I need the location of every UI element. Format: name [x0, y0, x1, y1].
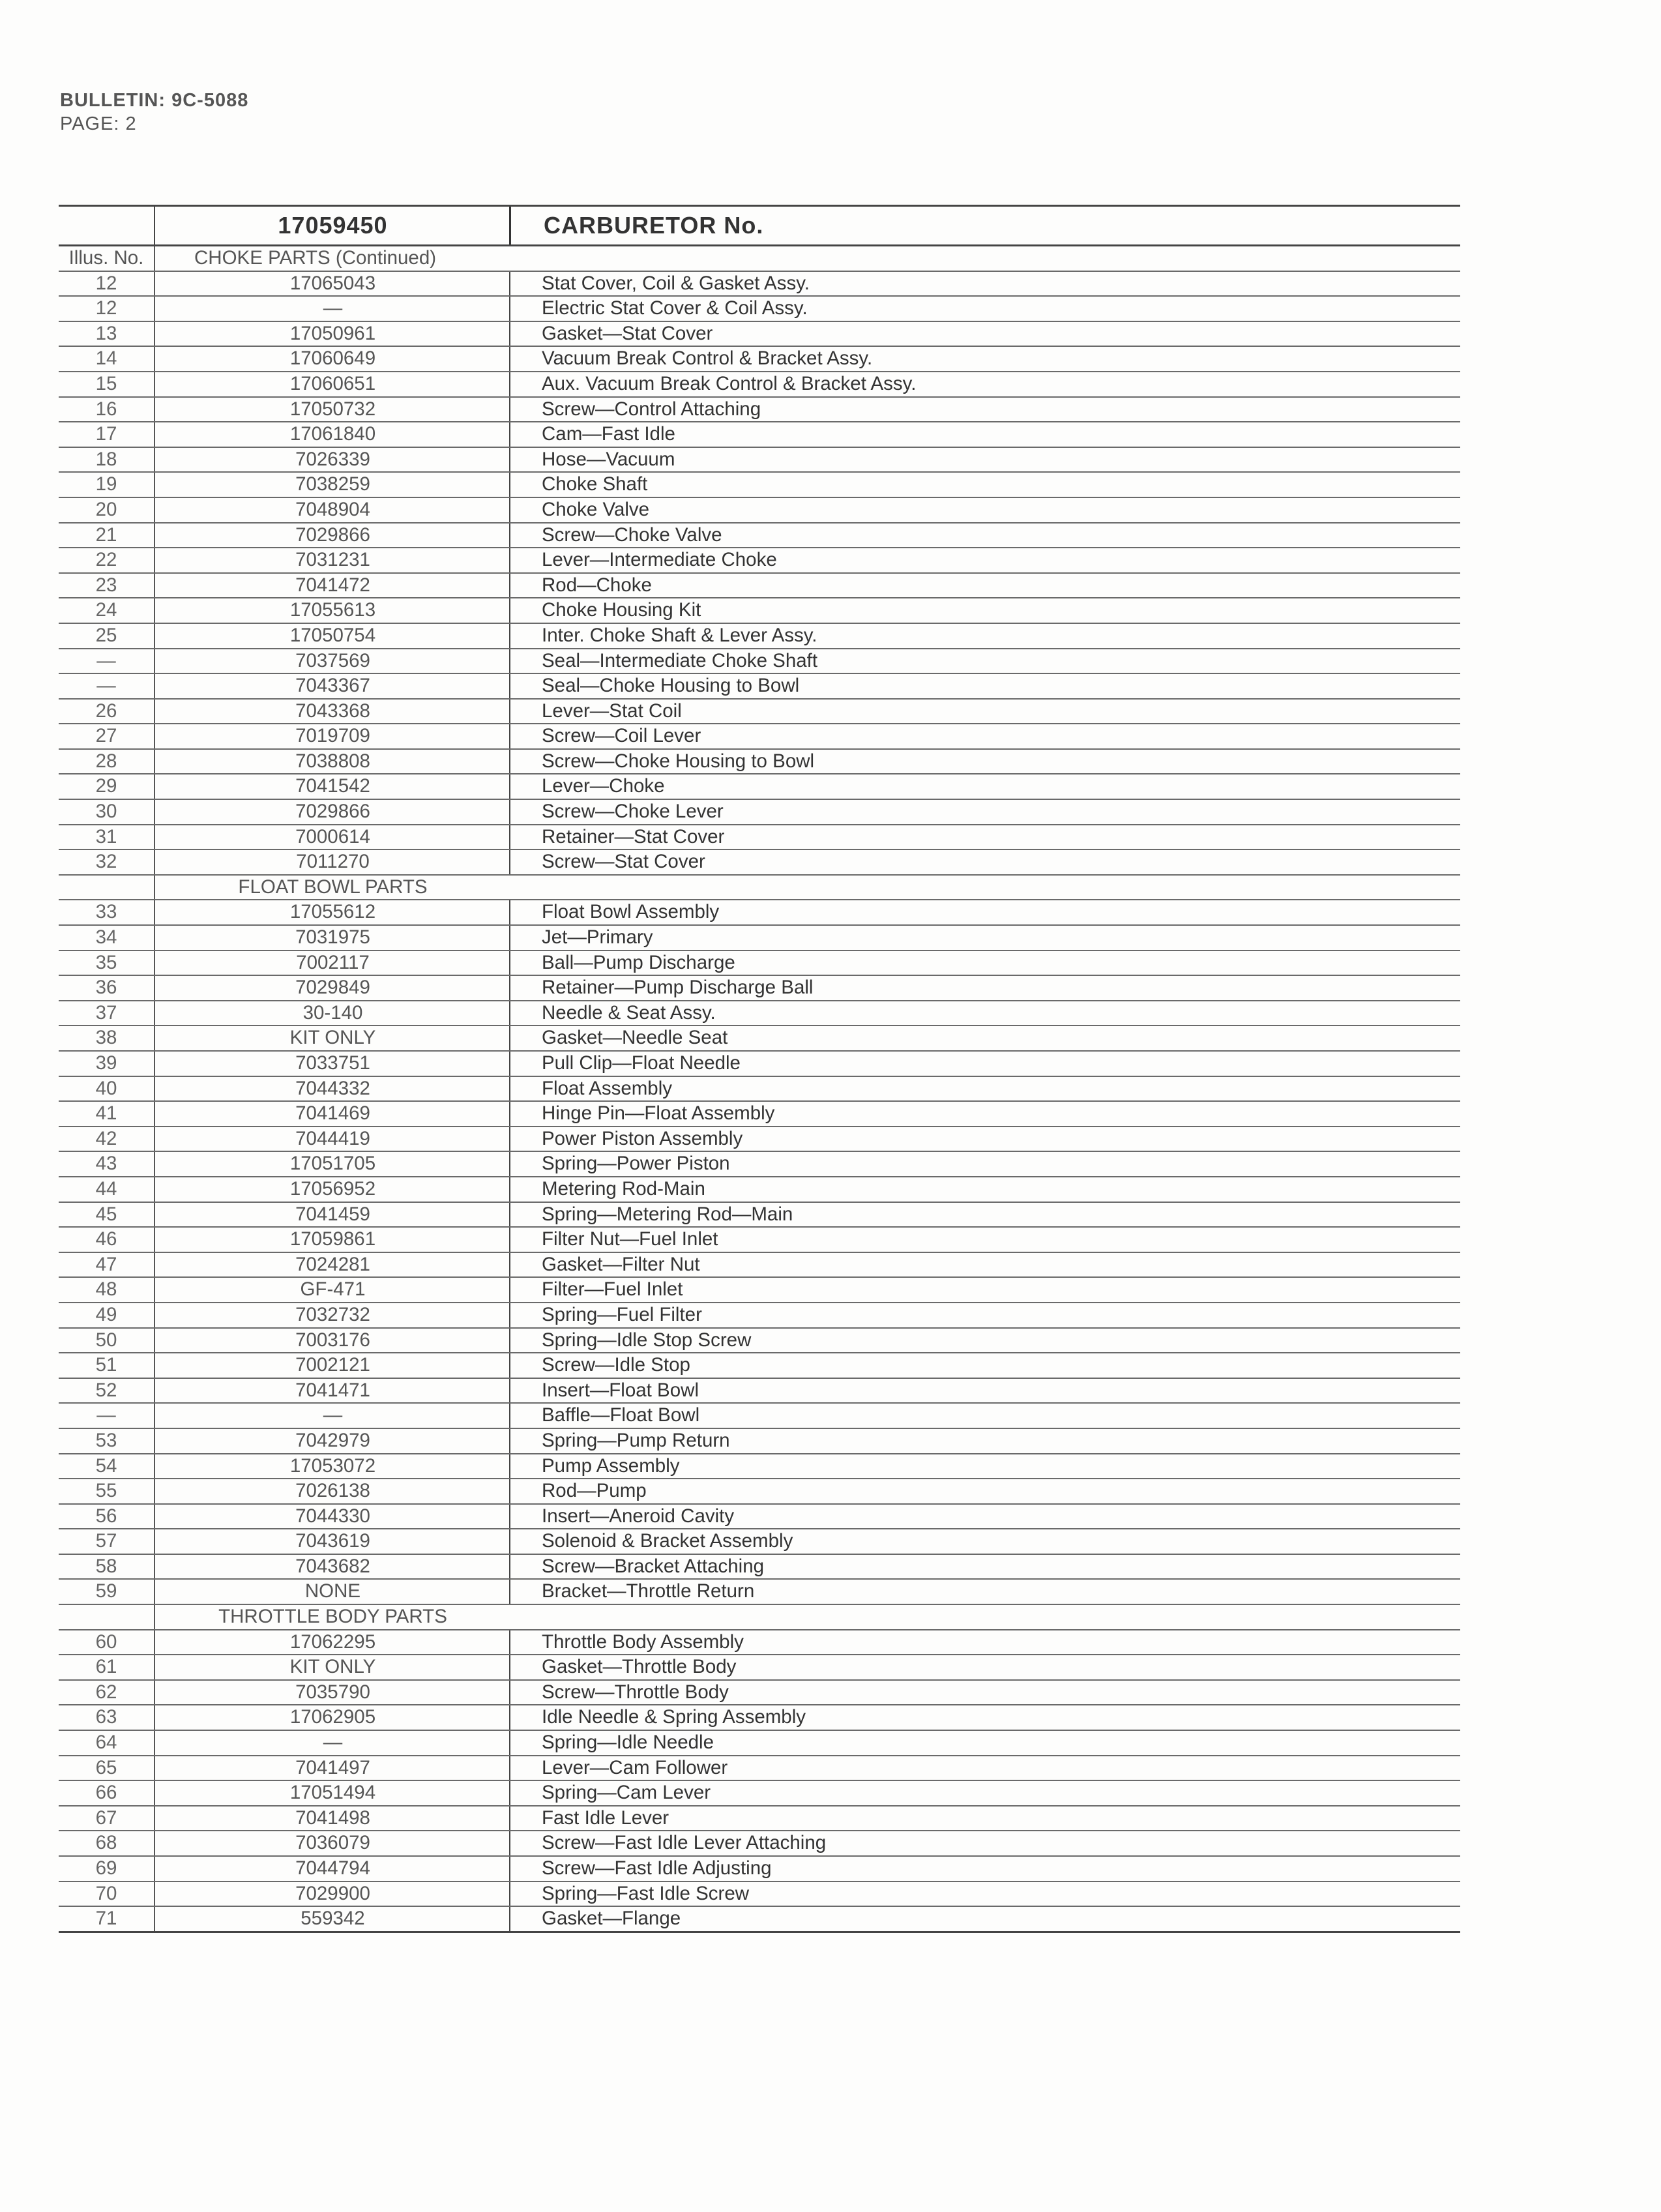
table-row	[59, 850, 1460, 876]
table-row	[59, 1152, 1460, 1177]
table-row	[59, 724, 1460, 750]
illus-number-cell: 49	[95, 1303, 117, 1325]
illus-number-cell: 67	[95, 1806, 117, 1829]
description-cell: Gasket—Flange	[509, 1907, 1460, 1931]
description-cell: Aux. Vacuum Break Control & Bracket Assy.	[509, 372, 1460, 396]
description-cell: Spring—Metering Rod—Main	[509, 1203, 1460, 1227]
part-number-cell: 7002121	[154, 1353, 510, 1378]
page-number: PAGE: 2	[60, 113, 137, 134]
part-number-cell: 7031975	[154, 926, 510, 950]
illus-number-cell: 50	[95, 1329, 117, 1351]
part-number-cell: 7038259	[154, 473, 510, 497]
description-cell: Vacuum Break Control & Bracket Assy.	[509, 347, 1460, 371]
table-row	[59, 1705, 1460, 1731]
part-number-cell: 7044330	[154, 1505, 510, 1529]
table-row	[59, 825, 1460, 851]
description-cell: Seal—Choke Housing to Bowl	[509, 674, 1460, 698]
part-number-cell: 17065043	[154, 272, 510, 296]
description-cell: Spring—Power Piston	[509, 1152, 1460, 1176]
illus-number-cell: 52	[95, 1379, 117, 1401]
illus-number-cell: 55	[95, 1480, 117, 1502]
description-cell: Pump Assembly	[509, 1454, 1460, 1479]
illus-number-cell: 66	[95, 1782, 117, 1804]
description-cell	[509, 246, 1460, 271]
table-row	[59, 598, 1460, 624]
illus-number-cell: 26	[95, 700, 117, 722]
illus-number-cell: 28	[95, 750, 117, 772]
illus-number-cell: 35	[95, 951, 117, 973]
part-number-cell: 7029900	[154, 1882, 510, 1906]
part-number-cell: 7002117	[154, 951, 510, 975]
table-row	[59, 1529, 1460, 1555]
part-number-cell: 7044332	[154, 1077, 510, 1101]
description-cell: Hinge Pin—Float Assembly	[509, 1102, 1460, 1126]
illus-number-cell: 62	[95, 1681, 117, 1703]
description-cell: Gasket—Needle Seat	[509, 1026, 1460, 1050]
part-number-cell: 7003176	[154, 1329, 510, 1353]
description-cell: Bracket—Throttle Return	[509, 1580, 1460, 1604]
part-number-cell: 7044419	[154, 1127, 510, 1151]
table-row	[59, 1329, 1460, 1354]
illus-number-cell: 29	[95, 775, 117, 797]
illus-number-cell: 36	[95, 977, 117, 999]
illus-number-cell: 13	[95, 322, 117, 344]
table-row	[59, 700, 1460, 725]
part-number-cell: 7041498	[154, 1806, 510, 1831]
illus-number-cell: 16	[95, 398, 117, 420]
description-cell: Spring—Fuel Filter	[509, 1303, 1460, 1327]
illus-number-cell: 43	[95, 1153, 117, 1175]
part-number-cell: 7029866	[154, 800, 510, 824]
illus-number-cell: 45	[95, 1203, 117, 1225]
part-number-cell: 7041471	[154, 1379, 510, 1403]
table-row	[59, 1253, 1460, 1278]
part-number-cell: 7024281	[154, 1253, 510, 1277]
table-row	[59, 548, 1460, 574]
illus-number-cell: 20	[95, 498, 117, 520]
illus-number-cell: 44	[95, 1177, 117, 1200]
description-cell	[509, 1605, 1460, 1629]
illus-number-cell: 39	[95, 1052, 117, 1074]
description-cell: Screw—Choke Housing to Bowl	[509, 750, 1460, 774]
illus-number-cell: 58	[95, 1555, 117, 1577]
table-row	[59, 1052, 1460, 1077]
table-row	[59, 1882, 1460, 1908]
table-row	[59, 473, 1460, 498]
illus-number-cell: 46	[95, 1228, 117, 1250]
description-cell: Lever—Stat Coil	[509, 700, 1460, 724]
illus-number-cell: 14	[95, 347, 117, 370]
table-row	[59, 1731, 1460, 1756]
description-cell: Gasket—Filter Nut	[509, 1253, 1460, 1277]
illus-number-cell: 21	[95, 524, 117, 546]
illus-number-cell: 57	[95, 1530, 117, 1552]
illus-number-cell: 22	[95, 549, 117, 571]
part-number-cell: 7026339	[154, 448, 510, 472]
description-cell: Screw—Fast Idle Lever Attaching	[509, 1831, 1460, 1855]
illus-number-cell: 48	[95, 1278, 117, 1301]
description-cell: Electric Stat Cover & Coil Assy.	[509, 297, 1460, 321]
part-number-cell: 17050754	[154, 624, 510, 648]
illus-number-cell: 37	[95, 1001, 117, 1024]
description-cell: Idle Needle & Spring Assembly	[509, 1705, 1460, 1730]
description-cell: Filter Nut—Fuel Inlet	[509, 1228, 1460, 1252]
illus-number-cell: 31	[95, 825, 117, 848]
table-row	[59, 750, 1460, 775]
illus-number-cell: 24	[95, 599, 117, 621]
table-row	[59, 1077, 1460, 1102]
description-cell: Float Bowl Assembly	[509, 900, 1460, 924]
part-number-cell: 7043367	[154, 674, 510, 698]
part-number-cell: 7043682	[154, 1555, 510, 1579]
table-row	[59, 1831, 1460, 1857]
illus-number-cell: 18	[95, 448, 117, 470]
part-number-cell: 7043619	[154, 1529, 510, 1554]
illus-number-cell: 30	[95, 801, 117, 823]
description-cell: Ball—Pump Discharge	[509, 951, 1460, 975]
table-row	[59, 1177, 1460, 1203]
table-row	[59, 1479, 1460, 1505]
table-row	[59, 1228, 1460, 1253]
illus-number-cell: 70	[95, 1882, 117, 1904]
description-cell: Spring—Cam Lever	[509, 1781, 1460, 1805]
part-number-cell: 17055612	[154, 900, 510, 924]
description-cell: Spring—Idle Stop Screw	[509, 1329, 1460, 1353]
description-cell: Stat Cover, Coil & Gasket Assy.	[509, 272, 1460, 296]
bulletin-number: BULLETIN: 9C-5088	[60, 90, 249, 111]
part-number-cell: 17061840	[154, 422, 510, 447]
illus-number-cell: 65	[95, 1756, 117, 1778]
description-cell: Spring—Idle Needle	[509, 1731, 1460, 1755]
description-cell: Insert—Float Bowl	[509, 1379, 1460, 1403]
illus-number-cell: 51	[95, 1354, 117, 1376]
table-row	[59, 1454, 1460, 1480]
part-number-cell: 7042979	[154, 1429, 510, 1453]
illus-number-cell: 27	[95, 725, 117, 747]
part-number-cell: 17060651	[154, 372, 510, 396]
illus-number-cell: —	[96, 1404, 116, 1426]
description-cell: Screw—Bracket Attaching	[509, 1555, 1460, 1579]
part-number-cell: 17051494	[154, 1781, 510, 1805]
illus-number-cell: Illus. No.	[68, 247, 144, 269]
table-row	[59, 524, 1460, 549]
part-number-cell: 7026138	[154, 1479, 510, 1503]
part-number-cell: 7029849	[154, 976, 510, 1000]
table-title: CARBURETOR No.	[509, 207, 1460, 244]
table-row	[59, 649, 1460, 675]
table-row	[59, 1379, 1460, 1404]
description-cell: Baffle—Float Bowl	[509, 1404, 1460, 1428]
description-cell: Filter—Fuel Inlet	[509, 1278, 1460, 1302]
illus-number-cell	[59, 876, 154, 900]
part-number-cell: 7000614	[154, 825, 510, 849]
illus-number-cell: 69	[95, 1857, 117, 1879]
table-body	[59, 246, 1460, 1933]
table-row	[59, 1001, 1460, 1027]
description-cell: Fast Idle Lever	[509, 1806, 1460, 1831]
description-cell: Pull Clip—Float Needle	[509, 1052, 1460, 1076]
description-cell	[509, 876, 1460, 900]
illus-number-cell: 54	[95, 1454, 117, 1477]
part-number-cell: 17053072	[154, 1454, 510, 1479]
description-cell: Choke Valve	[509, 498, 1460, 522]
description-cell: Lever—Intermediate Choke	[509, 548, 1460, 572]
illus-number-cell: 17	[95, 423, 117, 445]
table-row	[59, 1026, 1460, 1052]
illus-number-cell: 42	[95, 1127, 117, 1149]
description-cell: Screw—Coil Lever	[509, 724, 1460, 748]
description-cell: Screw—Choke Valve	[509, 524, 1460, 548]
table-row	[59, 1404, 1460, 1429]
illus-number-cell: 56	[95, 1505, 117, 1527]
description-cell: Throttle Body Assembly	[509, 1630, 1460, 1655]
description-cell: Screw—Control Attaching	[509, 398, 1460, 422]
description-cell: Screw—Choke Lever	[509, 800, 1460, 824]
table-row	[59, 951, 1460, 977]
table-row	[59, 1806, 1460, 1832]
illus-number-cell: 47	[95, 1253, 117, 1275]
table-row	[59, 674, 1460, 700]
part-number-cell: 7032732	[154, 1303, 510, 1327]
part-number-cell: 7019709	[154, 724, 510, 748]
part-number-cell: 7011270	[154, 850, 510, 874]
part-number-cell: FLOAT BOWL PARTS	[154, 876, 510, 900]
part-number-cell: 17051705	[154, 1152, 510, 1176]
part-number-cell: 7031231	[154, 548, 510, 572]
description-cell: Spring—Fast Idle Screw	[509, 1882, 1460, 1906]
illus-number-cell: 38	[95, 1027, 117, 1049]
part-number-cell: 30-140	[154, 1001, 510, 1025]
table-row	[59, 372, 1460, 398]
table-row	[59, 574, 1460, 599]
part-number-cell: 17050732	[154, 398, 510, 422]
part-number-cell: 7041497	[154, 1756, 510, 1780]
table-row	[59, 272, 1460, 297]
table-row	[59, 1907, 1460, 1933]
illus-number-cell: 12	[95, 272, 117, 294]
illus-number-cell: 60	[95, 1630, 117, 1653]
illus-number-cell: 25	[95, 624, 117, 646]
illus-number-cell: 53	[95, 1429, 117, 1451]
section-header-row	[59, 876, 1460, 901]
part-number-cell: 7041459	[154, 1203, 510, 1227]
table-row	[59, 1580, 1460, 1605]
part-number-cell: —	[154, 297, 510, 321]
table-row	[59, 926, 1460, 951]
table-row	[59, 1102, 1460, 1127]
table-row	[59, 1781, 1460, 1806]
description-cell: Choke Shaft	[509, 473, 1460, 497]
description-cell: Retainer—Stat Cover	[509, 825, 1460, 849]
part-number-cell: THROTTLE BODY PARTS	[154, 1605, 510, 1629]
part-number-cell: KIT ONLY	[154, 1026, 510, 1050]
description-cell: Power Piston Assembly	[509, 1127, 1460, 1151]
part-number-cell: 7036079	[154, 1831, 510, 1855]
table-row	[59, 1630, 1460, 1656]
table-row	[59, 297, 1460, 322]
description-cell: Gasket—Throttle Body	[509, 1655, 1460, 1679]
description-cell: Choke Housing Kit	[509, 598, 1460, 623]
table-row	[59, 774, 1460, 800]
part-number-cell: 7041469	[154, 1102, 510, 1126]
part-number-cell: 7041472	[154, 574, 510, 598]
table-row	[59, 1203, 1460, 1228]
illus-number-cell: —	[96, 649, 116, 671]
table-row	[59, 1857, 1460, 1882]
table-row	[59, 624, 1460, 649]
part-number-cell: 17055613	[154, 598, 510, 623]
part-number-cell: 7043368	[154, 700, 510, 724]
description-cell: Seal—Intermediate Choke Shaft	[509, 649, 1460, 673]
table-row	[59, 1681, 1460, 1706]
part-number-cell: —	[154, 1731, 510, 1755]
part-number-cell: CHOKE PARTS (Continued)	[154, 246, 550, 271]
section-header-row	[59, 1605, 1460, 1630]
illus-number-cell: —	[96, 675, 116, 697]
part-number-cell: NONE	[154, 1580, 510, 1604]
part-number-cell: 17059861	[154, 1228, 510, 1252]
table-row	[59, 498, 1460, 524]
table-row	[59, 800, 1460, 825]
table-row	[59, 1353, 1460, 1379]
description-cell: Rod—Pump	[509, 1479, 1460, 1503]
illus-number-cell: 59	[95, 1580, 117, 1602]
table-header	[59, 205, 1460, 246]
part-number-cell: 17056952	[154, 1177, 510, 1202]
table-row	[59, 322, 1460, 347]
description-cell: Lever—Choke	[509, 774, 1460, 799]
part-number-cell: —	[154, 1404, 510, 1428]
illus-number-cell: 64	[95, 1732, 117, 1754]
description-cell: Metering Rod-Main	[509, 1177, 1460, 1202]
illus-number-cell: 12	[95, 297, 117, 319]
table-row	[59, 398, 1460, 423]
part-number-cell: 7044794	[154, 1857, 510, 1881]
illus-number-cell: 41	[95, 1102, 117, 1125]
description-cell: Gasket—Stat Cover	[509, 322, 1460, 346]
part-number-cell: KIT ONLY	[154, 1655, 510, 1679]
part-number-cell: 7048904	[154, 498, 510, 522]
table-row	[59, 976, 1460, 1001]
illus-number-cell: 63	[95, 1706, 117, 1728]
part-number-cell: 7033751	[154, 1052, 510, 1076]
illus-number-cell: 34	[95, 926, 117, 949]
table-row	[59, 1756, 1460, 1782]
illus-number-cell: 68	[95, 1832, 117, 1854]
part-number-cell: 7037569	[154, 649, 510, 673]
table-row	[59, 1505, 1460, 1530]
description-cell: Screw—Stat Cover	[509, 850, 1460, 874]
table-row	[59, 1127, 1460, 1153]
part-number-cell: GF-471	[154, 1278, 510, 1302]
description-cell: Hose—Vacuum	[509, 448, 1460, 472]
part-number-cell: 7029866	[154, 524, 510, 548]
table-row	[59, 1429, 1460, 1454]
table-row	[59, 1303, 1460, 1329]
column-header-row	[59, 246, 1460, 272]
illus-number-cell: 61	[95, 1656, 117, 1678]
illus-number-cell: 40	[95, 1077, 117, 1099]
illus-number-cell: 71	[95, 1908, 117, 1930]
illus-number-cell: 33	[95, 901, 117, 923]
description-cell: Screw—Idle Stop	[509, 1353, 1460, 1378]
part-number-cell: 17062295	[154, 1630, 510, 1655]
description-cell: Float Assembly	[509, 1077, 1460, 1101]
part-number-cell: 7038808	[154, 750, 510, 774]
carburetor-part-number: 17059450	[154, 207, 510, 244]
description-cell: Solenoid & Bracket Assembly	[509, 1529, 1460, 1554]
description-cell: Cam—Fast Idle	[509, 422, 1460, 447]
part-number-cell: 17050961	[154, 322, 510, 346]
table-row	[59, 1655, 1460, 1681]
table-row	[59, 1555, 1460, 1580]
part-number-cell: 559342	[154, 1907, 510, 1931]
part-number-cell: 7035790	[154, 1681, 510, 1705]
description-cell: Jet—Primary	[509, 926, 1460, 950]
parts-table	[59, 205, 1460, 1933]
table-row	[59, 448, 1460, 473]
illus-number-cell: 23	[95, 574, 117, 596]
table-row	[59, 900, 1460, 926]
illus-number-cell: 32	[95, 851, 117, 873]
illus-number-cell	[59, 1605, 154, 1629]
part-number-cell: 17062905	[154, 1705, 510, 1730]
table-row	[59, 422, 1460, 448]
table-row	[59, 1278, 1460, 1303]
illus-number-cell: 15	[95, 372, 117, 394]
description-cell: Retainer—Pump Discharge Ball	[509, 976, 1460, 1000]
part-number-cell: 7041542	[154, 774, 510, 799]
description-cell: Insert—Aneroid Cavity	[509, 1505, 1460, 1529]
part-number-cell: 17060649	[154, 347, 510, 371]
description-cell: Lever—Cam Follower	[509, 1756, 1460, 1780]
description-cell: Screw—Fast Idle Adjusting	[509, 1857, 1460, 1881]
bulletin-header	[60, 89, 248, 136]
description-cell: Screw—Throttle Body	[509, 1681, 1460, 1705]
description-cell: Inter. Choke Shaft & Lever Assy.	[509, 624, 1460, 648]
description-cell: Spring—Pump Return	[509, 1429, 1460, 1453]
table-row	[59, 347, 1460, 372]
description-cell: Rod—Choke	[509, 574, 1460, 598]
illus-number-cell: 19	[95, 473, 117, 495]
description-cell: Needle & Seat Assy.	[509, 1001, 1460, 1025]
